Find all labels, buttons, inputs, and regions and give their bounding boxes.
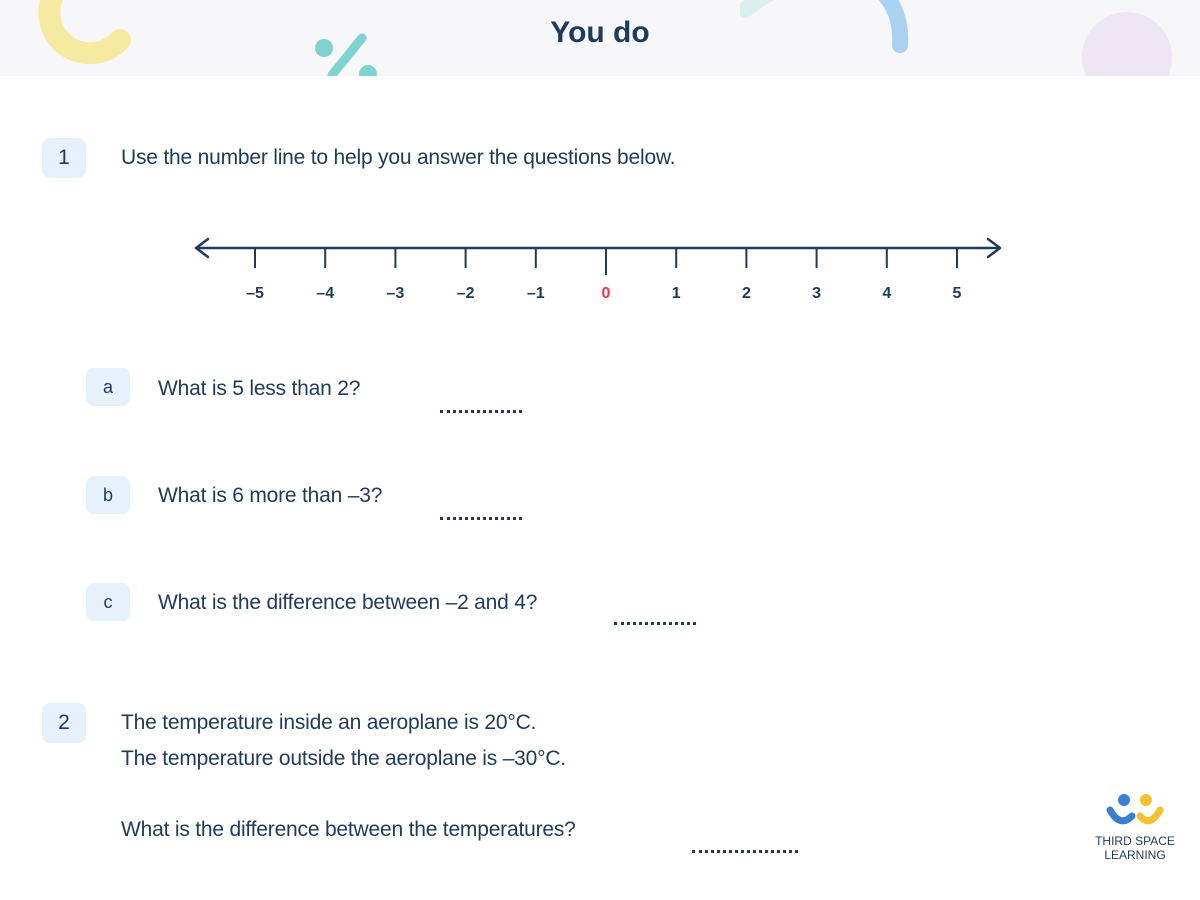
answer-blank-c[interactable] bbox=[614, 622, 696, 625]
tick-label: –4 bbox=[316, 285, 335, 302]
tick-label: –2 bbox=[456, 285, 475, 302]
question-number-2: 2 bbox=[42, 703, 86, 743]
answer-blank-2[interactable] bbox=[692, 850, 798, 853]
tick-label: 4 bbox=[882, 285, 892, 302]
answer-blank-a[interactable] bbox=[440, 410, 522, 413]
question-2-line-1: The temperature inside an aeroplane is 20°C. bbox=[121, 711, 537, 734]
tick-label: 5 bbox=[952, 285, 962, 302]
number-line bbox=[180, 225, 1020, 315]
tick-label: –1 bbox=[526, 285, 545, 302]
question-1-prompt: Use the number line to help you answer the questions below. bbox=[121, 146, 676, 169]
question-2-line-2: The temperature outside the aeroplane is –30°C. bbox=[121, 747, 566, 770]
logo-text bbox=[1080, 834, 1190, 862]
question-2-line-3: What is the difference between the temperatures? bbox=[121, 818, 576, 841]
part-label-a: a bbox=[86, 368, 130, 406]
question-number-1: 1 bbox=[42, 138, 86, 178]
logo-text-line-2: LEARNING bbox=[1104, 848, 1166, 862]
tick-label: –3 bbox=[386, 285, 405, 302]
page-title: You do bbox=[550, 16, 650, 49]
tick-label: 2 bbox=[741, 285, 751, 302]
logo-text-line-1: THIRD SPACE bbox=[1095, 834, 1175, 848]
part-a-question: What is 5 less than 2? bbox=[158, 377, 361, 400]
part-c-question: What is the difference between –2 and 4? bbox=[158, 591, 538, 614]
tick-label: 1 bbox=[671, 285, 681, 302]
header-banner bbox=[0, 0, 1200, 76]
tick-label: 0 bbox=[601, 285, 611, 302]
part-label-b: b bbox=[86, 476, 130, 514]
part-b-question: What is 6 more than –3? bbox=[158, 484, 383, 507]
tick-label: –5 bbox=[246, 285, 264, 302]
part-label-c: c bbox=[86, 583, 130, 621]
answer-blank-b[interactable] bbox=[440, 517, 522, 520]
tick-label: 3 bbox=[812, 285, 822, 302]
